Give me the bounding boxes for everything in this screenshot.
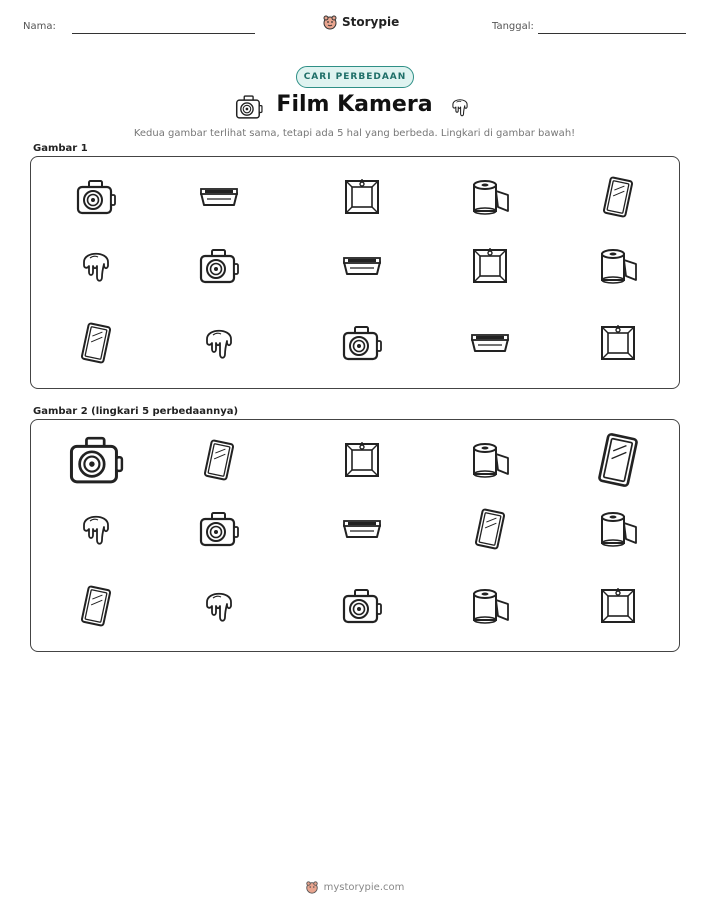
toilet-roll-icon[interactable] bbox=[596, 507, 640, 551]
film-tray-icon[interactable] bbox=[340, 507, 384, 551]
storypie-mascot-icon bbox=[322, 14, 338, 30]
drip-icon[interactable] bbox=[197, 584, 241, 628]
page-title: Film Kamera bbox=[276, 92, 433, 117]
camera-icon bbox=[340, 321, 384, 365]
drip-icon[interactable] bbox=[74, 507, 118, 551]
film-tray-icon bbox=[468, 321, 512, 365]
frame-icon[interactable] bbox=[596, 584, 640, 628]
frame-icon bbox=[340, 175, 384, 219]
brand-name: Storypie bbox=[342, 15, 400, 29]
footer-url: mystorypie.com bbox=[323, 881, 405, 893]
date-label: Tanggal: bbox=[492, 21, 534, 32]
film-tray-icon bbox=[340, 244, 384, 288]
name-label: Nama: bbox=[23, 21, 56, 32]
camera-icon bbox=[197, 244, 241, 288]
drip-icon bbox=[197, 321, 241, 365]
date-line[interactable] bbox=[538, 33, 686, 34]
camera-icon bbox=[74, 175, 118, 219]
picture2-label: Gambar 2 (lingkari 5 perbedaannya) bbox=[33, 406, 239, 417]
brand-logo bbox=[322, 12, 399, 32]
frame-icon bbox=[596, 321, 640, 365]
picture1-label: Gambar 1 bbox=[33, 143, 88, 154]
frame-icon bbox=[468, 244, 512, 288]
tablet-icon[interactable] bbox=[589, 431, 647, 489]
storypie-mascot-icon bbox=[305, 880, 319, 894]
drip-icon bbox=[447, 92, 473, 122]
toilet-roll-icon[interactable] bbox=[468, 438, 512, 482]
camera-icon[interactable] bbox=[66, 430, 126, 490]
name-line[interactable] bbox=[72, 33, 255, 34]
film-tray-icon bbox=[197, 175, 241, 219]
picture2-panel[interactable] bbox=[30, 419, 680, 652]
tablet-icon[interactable] bbox=[197, 438, 241, 482]
picture1-panel bbox=[30, 156, 680, 389]
toilet-roll-icon[interactable] bbox=[468, 584, 512, 628]
tablet-icon bbox=[74, 321, 118, 365]
tablet-icon bbox=[596, 175, 640, 219]
toilet-roll-icon bbox=[596, 244, 640, 288]
toilet-roll-icon bbox=[468, 175, 512, 219]
tablet-icon[interactable] bbox=[74, 584, 118, 628]
tablet-icon[interactable] bbox=[468, 507, 512, 551]
footer bbox=[0, 880, 709, 894]
instructions: Kedua gambar terlihat sama, tetapi ada 5 hal yang berbeda. Lingkari di gambar bawah! bbox=[133, 128, 576, 139]
puzzle-type-badge: CARI PERBEDAAN bbox=[296, 66, 414, 88]
drip-icon bbox=[74, 244, 118, 288]
camera-icon[interactable] bbox=[197, 507, 241, 551]
frame-icon[interactable] bbox=[340, 438, 384, 482]
camera-icon[interactable] bbox=[340, 584, 384, 628]
